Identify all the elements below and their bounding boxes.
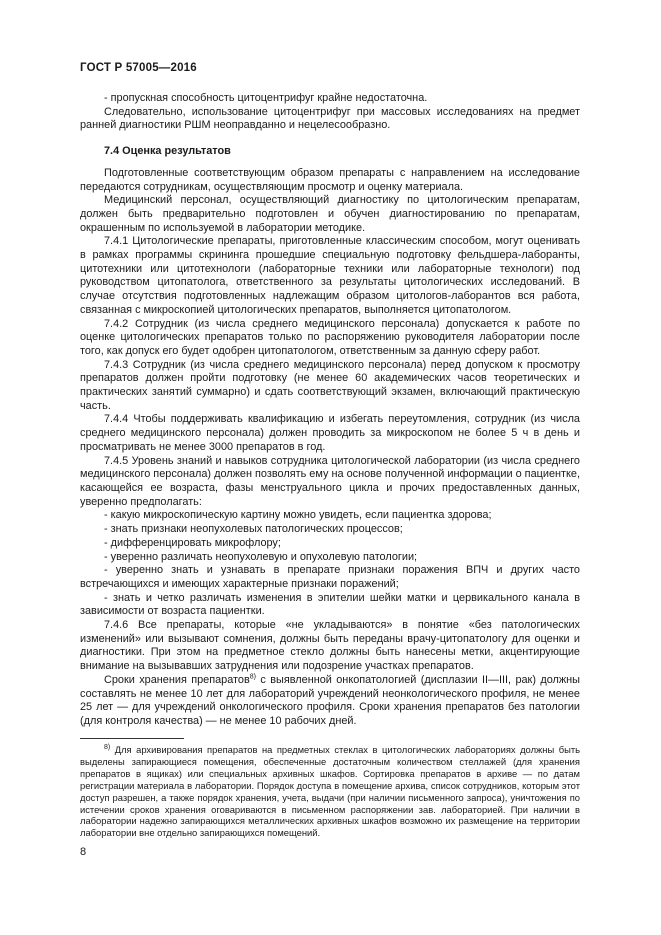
list-item: - какую микроскопическую картину можно увидеть, если пациентка здорова;	[104, 509, 492, 522]
paragraph-storage	[80, 674, 580, 729]
list-item: - уверенно различать неопухолевую и опухолевую патологии;	[104, 550, 418, 563]
clause-7-4-5: 7.4.5 Уровень знаний и навыков сотрудника цитологической лаборатории (из числа среднего медицинского персонала) должен позволять ему на основе полученной информации о пациентке, касающейся ее возраста, фазы менструального цикла и прочих предоставленных данных, уверенно предполагать:	[80, 454, 580, 508]
footnote-text: Для архивирования препаратов на предметных стеклах в цитологических лабораториях должны быть выделены запирающиеся помещения, обеспеченные достаточным количеством стеллажей (для хранения препаратов в ящиках) или специальных архивных шкафов. Сортировка препаратов в архиве — по датам регистрации материала в лаборатории. Порядок доступа в помещение архива, список сотрудников, которым этот доступ разрешен, а также порядок хранения, учета, выдачи (при наличии письменного запроса), уничтожения по истечении сроков хранения оговариваются в письменном распоряжении зав. лабораторией. При наличии в лаборатории надежно запирающихся металлических архивных шкафов возможно их размещение на территории лаборатории вне отдельно запирающихся помещений.	[80, 744, 580, 839]
footnote-separator	[80, 738, 184, 739]
document-body	[80, 92, 580, 729]
document-header: ГОСТ Р 57005—2016	[80, 62, 197, 74]
list-item: - уверенно знать и узнавать в препарате признаки поражения ВПЧ и других часто встречающихся и имеющих характерные признаки поражений;	[80, 564, 580, 590]
footnote-mark: 8)	[104, 743, 111, 751]
page-number: 8	[80, 846, 87, 858]
storage-text-start: Сроки хранения препаратов	[104, 673, 250, 686]
clause-7-4-6: 7.4.6 Все препараты, которые «не укладываются» в понятие «без патологических изменений» или вызывают сомнения, должны быть переданы врачу-цитопатологу для оценки и диагностики. При этом на предметное стекло должны быть нанесены метки, акцентирующие внимание на вызывавших затруднения или подозрение участках препаратов.	[80, 619, 580, 673]
section-title: 7.4 Оценка результатов	[104, 145, 231, 158]
clause-7-4-1: 7.4.1 Цитологические препараты, приготовленные классическим способом, могут оценивать в рамках программы скрининга прошедшие специальную подготовку фельдшера-лаборанты, цитотехники или цитотехнологи (лабораторные техники или лабораторные технологи) под руководством цитопатолога, ответственного за результаты цитологических исследований. В случае отсутствия подготовленных надлежащим образом цитологов-лаборантов вся работа, связанная с микроскопией цитологических препаратов, выполняется цитопатологом.	[80, 235, 580, 316]
paragraph: Медицинский персонал, осуществляющий диагностику по цитологическим препаратам, должен быть предварительно подготовлен и обучен диагностированию по препаратам, окрашенным по используемой в лаборатории методике.	[80, 194, 580, 234]
clause-7-4-3: 7.4.3 Сотрудник (из числа среднего медицинского персонала) перед допуском к просмотру препаратов должен пройти подготовку (не менее 60 академических часов теоретических и практических занятий суммарно) и сдать соответствующий экзамен, включающий практическую часть.	[80, 358, 580, 412]
paragraph: Подготовленные соответствующим образом препараты с направлением на исследование передаются сотрудникам, осуществляющим просмотр и оценку материала.	[80, 166, 580, 193]
clause-7-4-4: 7.4.4 Чтобы поддерживать квалификацию и избегать переутомления, сотрудник (из числа среднего медицинского персонала) должен проводить за микроскопом не более 5 ч в день и просматривать не менее 3000 препаратов в год.	[80, 413, 580, 453]
list-item: - знать и четко различать изменения в эпителии шейки матки и цервикального канала в зависимости от возраста пациентки.	[80, 591, 580, 618]
storage-text-end: с выявленной онкопатологией (дисплазии II—III, рак) должны составлять не менее 10 лет для лабораторий учреждений неонкологического профиля, не менее 25 лет — для учреждений онкологического профиля. Сроки хранения препаратов без патологии (для контроля качества) — не менее 10 рабочих дней.	[80, 673, 580, 727]
paragraph-conclusion: Следовательно, использование цитоцентрифуг при массовых исследованиях на предмет ранней диагностики РШМ неоправданно и нецелесообразно.	[80, 105, 580, 132]
list-item: - знать признаки неопухолевых патологических процессов;	[104, 523, 403, 536]
footnote-reference[interactable]: 8)	[249, 673, 257, 681]
clause-7-4-2: 7.4.2 Сотрудник (из числа среднего медицинского персонала) допускается к работе по оценке цитологических препаратов только по распоряжению руководителя лаборатории после того, как допуск его будет одобрен цитопатологом, ответственным за данную сферу работ.	[80, 317, 580, 357]
list-item: - пропускная способность цитоцентрифуг крайне недостаточна.	[104, 92, 428, 104]
list-item: - дифференцировать микрофлору;	[104, 536, 281, 549]
footnote	[80, 744, 580, 839]
